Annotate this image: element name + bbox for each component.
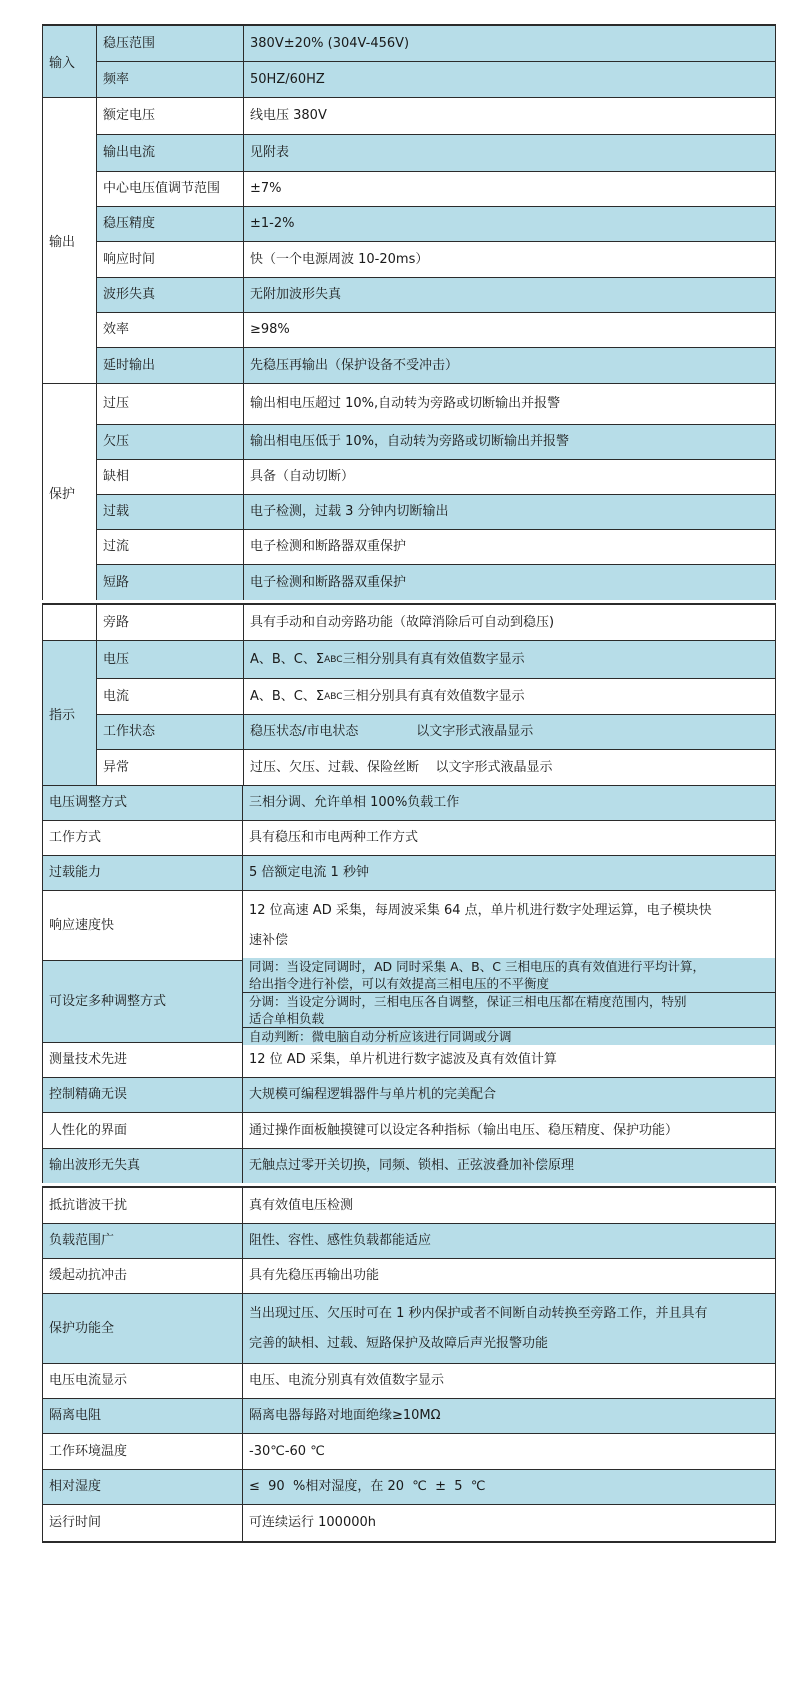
spec-row: [43, 786, 775, 821]
spec-label: 电流: [103, 688, 130, 704]
spec-value: 见附表: [243, 135, 775, 171]
adjust-line: 自动判断：微电脑自动分析应该进行同调或分调: [243, 1028, 775, 1045]
group-output: [43, 98, 775, 384]
spec-label: 过压: [103, 396, 130, 411]
spec-label: 保护功能全: [43, 1294, 242, 1363]
spec-row: [43, 1043, 775, 1078]
spec-value: 输出相电压超过 10%,自动转为旁路或切断输出并报警: [243, 384, 775, 424]
spec-label: 输出电流: [97, 135, 243, 171]
spec-value: 12 位 AD 采集，单片机进行数字滤波及真有效值计算: [242, 1043, 775, 1077]
spec-row: [97, 278, 775, 313]
spec-value: 电子检测，过载 3 分钟内切断输出: [243, 495, 775, 529]
spec-value: 无附加波形失真: [243, 278, 775, 312]
spec-value: 具有稳压和市电两种工作方式: [242, 821, 775, 855]
spec-value: ±1-2%: [243, 207, 775, 241]
spec-label: 测量技术先进: [49, 1052, 128, 1067]
spec-label: 稳压精度: [97, 207, 243, 241]
spec-row: [97, 384, 775, 425]
spec-row: [43, 856, 775, 891]
spec-label: 波形失真: [97, 278, 243, 312]
spec-label: 抵抗谐波干扰: [49, 1197, 128, 1213]
group-label-protect: 保护: [49, 486, 76, 502]
group-input: [43, 26, 775, 98]
spec-label: 运行时间: [49, 1515, 102, 1530]
section-electrical: [42, 24, 776, 600]
spec-row: [97, 605, 775, 640]
spec-value: 线电压 380V: [243, 98, 775, 134]
spec-row: [43, 1149, 775, 1183]
spec-label: 输出波形无失真: [43, 1149, 242, 1183]
spec-value: 过压、欠压、过载、保险丝断 以文字形式液晶显示: [243, 750, 775, 785]
section-functions: [42, 603, 776, 1183]
spec-row: [43, 1078, 775, 1113]
spec-value: 电子检测和断路器双重保护: [243, 565, 775, 600]
spec-row: [43, 1364, 775, 1399]
spec-label: 稳压范围: [97, 26, 243, 61]
spec-row: [43, 1434, 775, 1470]
spec-row: [43, 1259, 775, 1294]
adjust-line: 适合单相负载: [243, 1010, 775, 1028]
spec-value: 快（一个电源周波 10-20ms）: [243, 242, 775, 277]
spec-label: 过流: [103, 539, 130, 554]
adjust-line: 同调：当设定同调时，AD 同时采集 A、B、C 三相电压的真有效值进行平均计算，: [243, 958, 775, 975]
group-label-indicate: 指示: [43, 641, 96, 785]
spec-sheet: [42, 24, 776, 1543]
spec-row: [97, 98, 775, 135]
adjust-line: 给出指令进行补偿，可以有效提高三相电压的不平衡度: [243, 975, 775, 993]
spec-row: [97, 207, 775, 242]
group-label-output: 输出: [49, 235, 76, 250]
spec-row: [97, 715, 775, 750]
spec-label: 电压调整方式: [43, 786, 242, 820]
spec-value: 无触点过零开关切换，同频、锁相、正弦波叠加补偿原理: [242, 1149, 775, 1183]
spec-label: 相对湿度: [43, 1470, 242, 1504]
section-general: [42, 1186, 776, 1543]
spec-value: ≤ 90 %相对湿度，在 20 ℃ ± 5 ℃: [242, 1470, 775, 1504]
spec-label: 工作状态: [97, 715, 243, 749]
spec-value: 可连续运行 100000h: [242, 1505, 775, 1541]
spec-value: 12 位高速 AD 采集，每周波采集 64 点，单片机进行数字处理运算，电子模块快 速补偿: [242, 891, 775, 960]
spec-label: 响应速度快: [49, 917, 115, 933]
spec-row: [43, 1294, 775, 1364]
spec-label: 欠压: [97, 425, 243, 459]
spec-value: ±7%: [243, 172, 775, 206]
spec-row: [43, 1505, 775, 1541]
spec-row: [97, 565, 775, 600]
spec-label: 负载范围广: [43, 1224, 242, 1258]
adjust-modes-row: [43, 961, 775, 1043]
group-label-input: 输入: [43, 26, 96, 97]
spec-label: 人性化的界面: [49, 1122, 128, 1138]
spec-row: [43, 1470, 775, 1505]
spec-label: 工作环境温度: [49, 1443, 128, 1459]
group-bypass: [43, 605, 775, 641]
spec-row: [97, 495, 775, 530]
spec-row: [97, 313, 775, 348]
spec-label: 旁路: [103, 614, 130, 630]
spec-value: 50HZ/60HZ: [243, 62, 775, 97]
spec-value: 通过操作面板触摸键可以设定各种指标（输出电压、稳压精度、保护功能）: [242, 1113, 775, 1148]
spec-value: 先稳压再输出（保护设备不受冲击）: [243, 348, 775, 383]
spec-label: 中心电压值调节范围: [103, 181, 221, 196]
spec-label: 缓起动抗冲击: [49, 1268, 128, 1283]
spec-label: 过载能力: [43, 856, 242, 890]
spec-row: [97, 348, 775, 383]
spec-value: 5 倍额定电流 1 秒钟: [242, 856, 775, 890]
spec-value: -30℃-60 ℃: [242, 1434, 775, 1469]
spec-label: 缺相: [103, 469, 130, 484]
spec-label: 电压电流显示: [49, 1373, 128, 1388]
spec-row: [97, 135, 775, 172]
spec-label: 短路: [97, 565, 243, 600]
spec-value: 具有先稳压再输出功能: [242, 1259, 775, 1293]
spec-label: 频率: [97, 62, 243, 97]
spec-value: A、B、C、Σ ABC 三相分别具有真有效值数字显示: [243, 679, 775, 714]
adjust-modes-list: [242, 961, 775, 1042]
spec-row: [97, 750, 775, 785]
spec-value: 三相分调、允许单相 100%负载工作: [242, 786, 775, 820]
spec-row: [43, 891, 775, 961]
spec-value: A、B、C、Σ ABC 三相分别具有真有效值数字显示: [243, 641, 775, 678]
spec-label: 过载: [97, 495, 243, 529]
group-protect: [43, 384, 775, 600]
spec-label: 电压: [97, 641, 243, 678]
spec-label: 延时输出: [97, 348, 243, 383]
spec-label: 工作方式: [49, 830, 102, 845]
spec-value: ≥98%: [243, 313, 775, 347]
spec-row: [43, 1224, 775, 1259]
spec-value: 输出相电压低于 10%，自动转为旁路或切断输出并报警: [243, 425, 775, 459]
spec-label: 响应时间: [103, 251, 156, 267]
spec-label: 异常: [103, 759, 130, 775]
group-indicate: [43, 641, 775, 786]
spec-row: [43, 1188, 775, 1224]
spec-value: 电压、电流分别真有效值数字显示: [242, 1364, 775, 1398]
spec-row: [97, 172, 775, 207]
spec-value: 稳压状态/市电状态 以文字形式液晶显示: [243, 715, 775, 749]
spec-label: 额定电压: [103, 108, 156, 123]
spec-row: [97, 641, 775, 679]
spec-value: 具有手动和自动旁路功能（故障消除后可自动到稳压): [243, 605, 775, 640]
spec-value: 阻性、容性、感性负载都能适应: [242, 1224, 775, 1258]
spec-row: [97, 530, 775, 565]
spec-row: [97, 242, 775, 278]
spec-label: 可设定多种调整方式: [43, 961, 242, 1042]
spec-row: [97, 425, 775, 460]
spec-value: 大规模可编程逻辑器件与单片机的完美配合: [242, 1078, 775, 1112]
spec-row: [43, 1113, 775, 1149]
spec-value: 真有效值电压检测: [242, 1188, 775, 1223]
spec-row: [97, 679, 775, 715]
spec-row: [43, 1399, 775, 1434]
spec-label: 效率: [103, 322, 130, 337]
spec-row: [97, 62, 775, 97]
spec-row: [97, 460, 775, 495]
spec-value: 电子检测和断路器双重保护: [243, 530, 775, 564]
spec-value: 具备（自动切断）: [243, 460, 775, 494]
spec-value: 当出现过压、欠压时可在 1 秒内保护或者不间断自动转换至旁路工作，并且具有 完善的缺相、过载、短路保护及故障后声光报警功能: [242, 1294, 775, 1363]
spec-row: [43, 821, 775, 856]
adjust-line: 分调：当设定分调时，三相电压各自调整，保证三相电压都在精度范围内，特别: [243, 993, 775, 1010]
spec-label: 控制精确无误: [43, 1078, 242, 1112]
spec-value: 隔离电器每路对地面绝缘≥10MΩ: [242, 1399, 775, 1433]
spec-value: 380V±20% (304V-456V): [243, 26, 775, 61]
spec-row: [97, 26, 775, 62]
spec-label: 隔离电阻: [43, 1399, 242, 1433]
